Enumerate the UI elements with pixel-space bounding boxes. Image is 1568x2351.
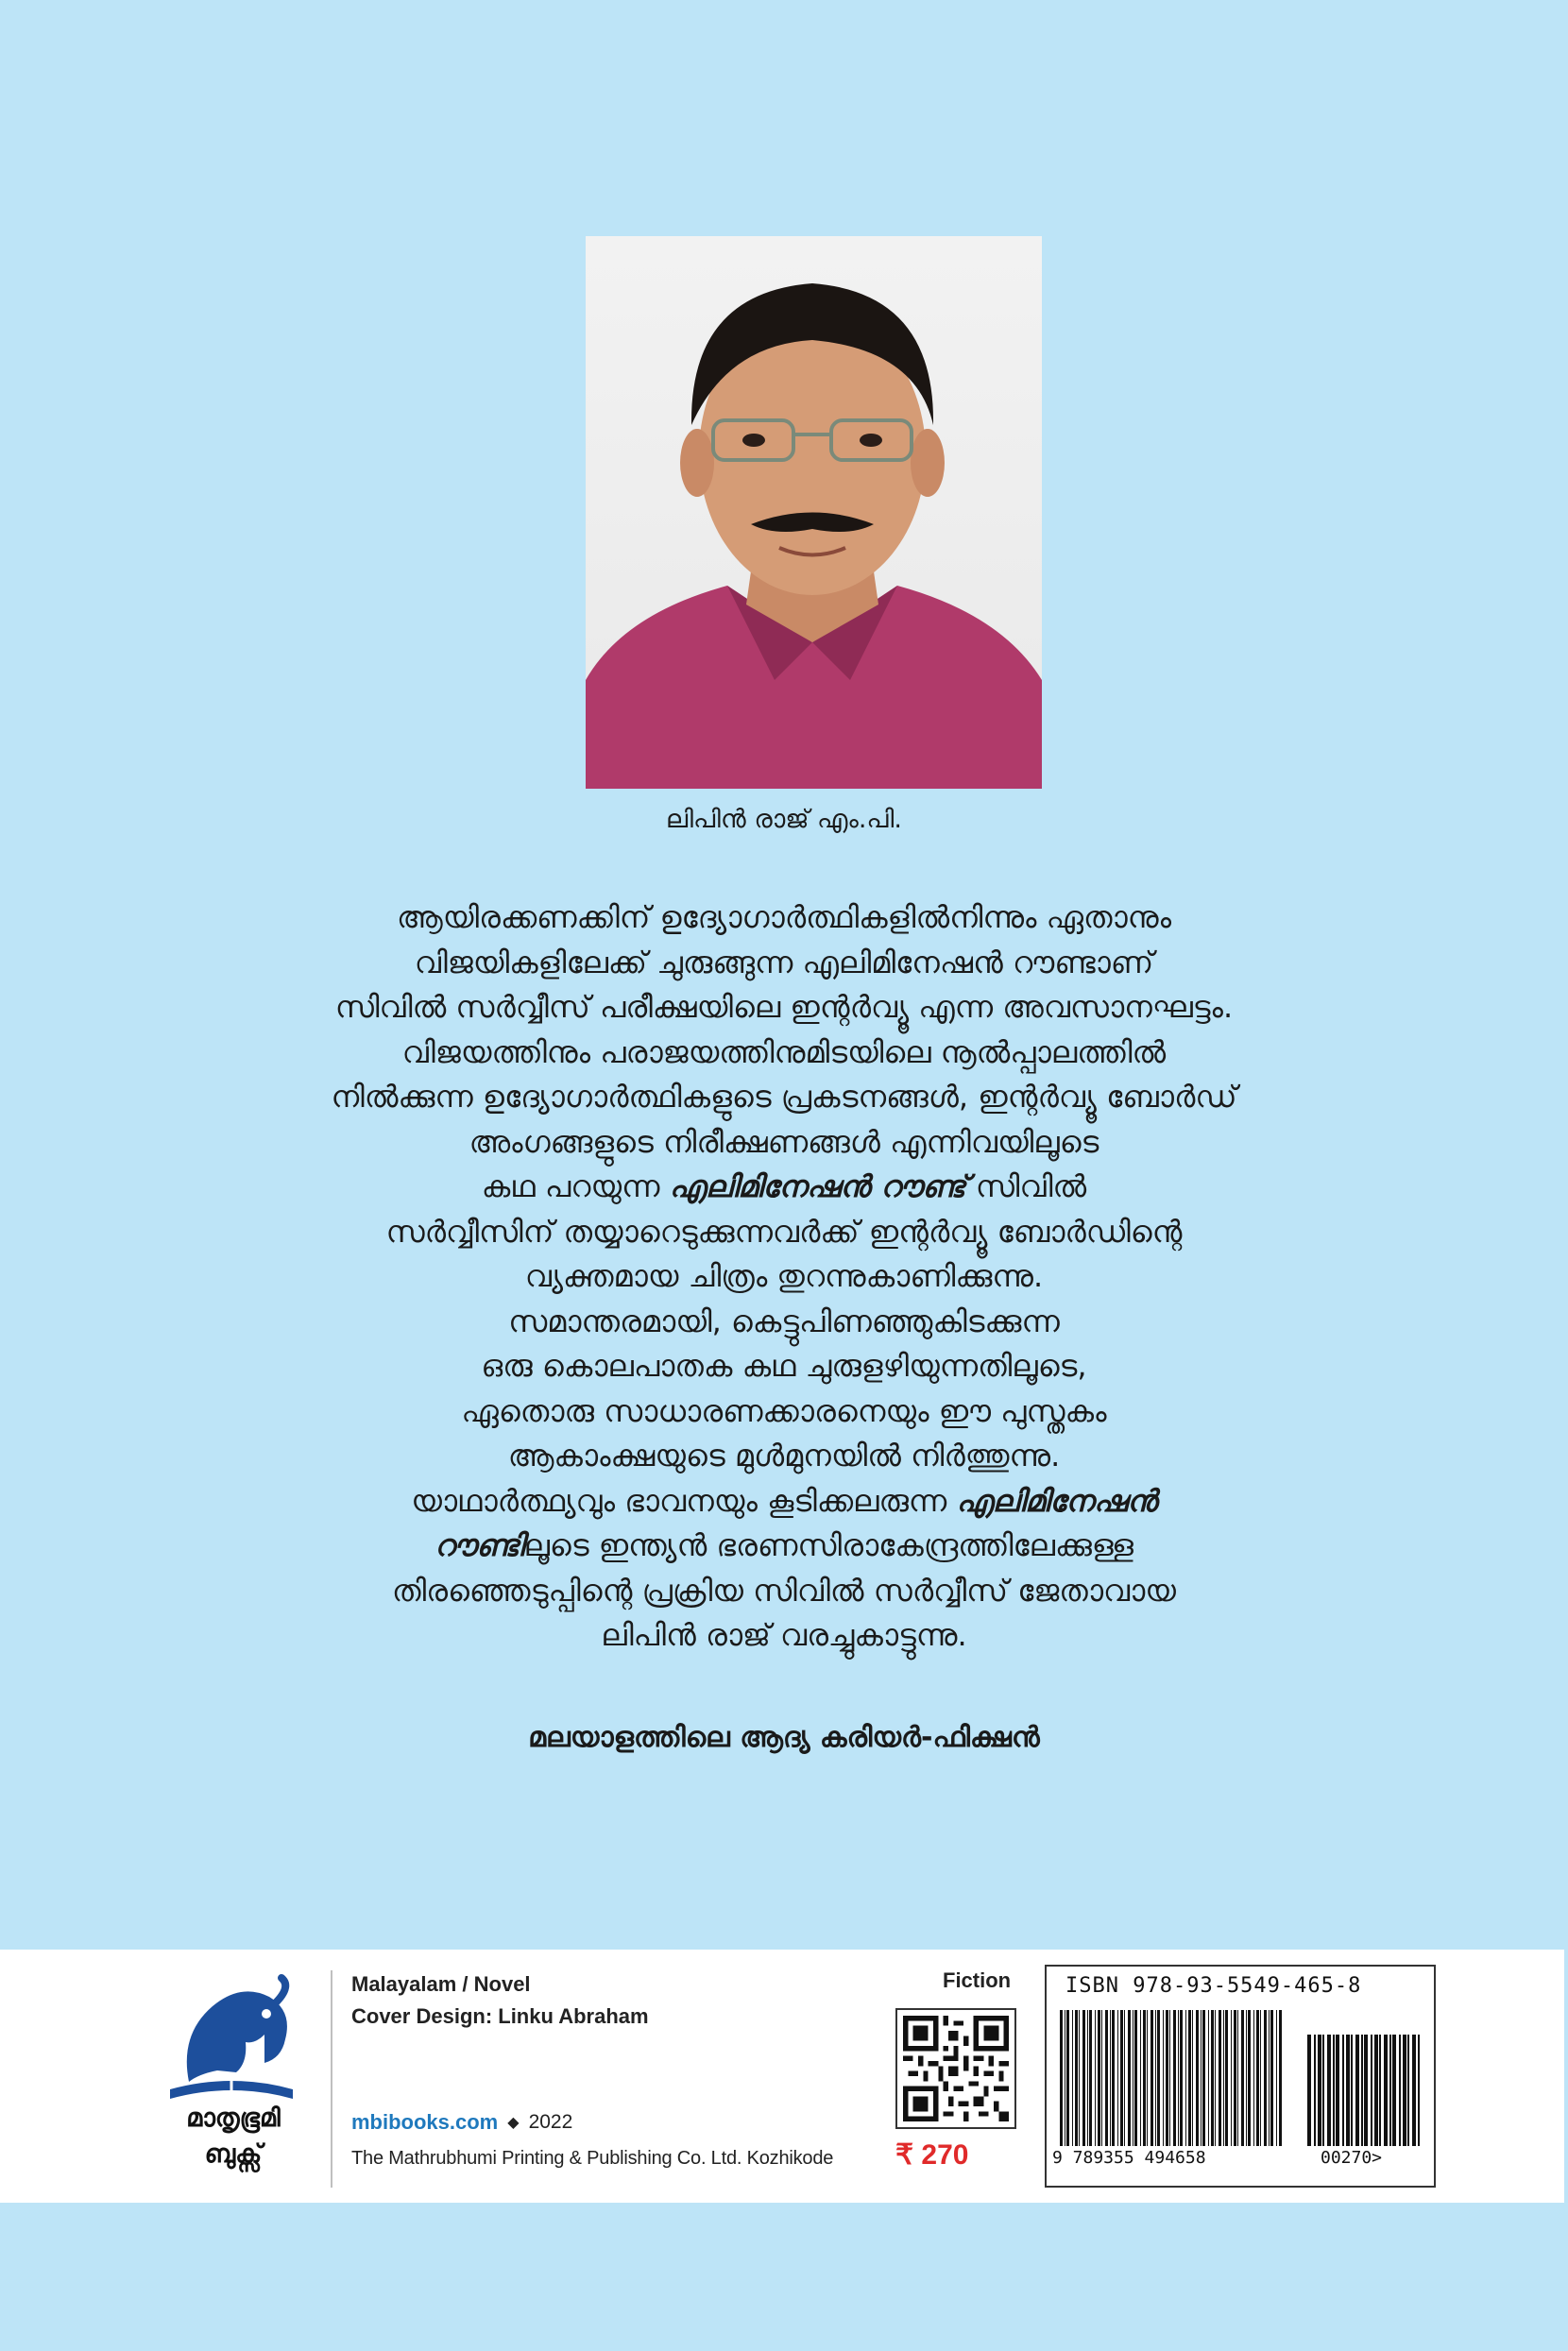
- blurb-text: കഥ പറയുന്ന: [481, 1168, 660, 1204]
- book-title-emphasis: റൗണ്ടി: [434, 1527, 524, 1563]
- book-title-emphasis: എലിമിനേഷൻ റൗണ്ട്: [669, 1168, 966, 1204]
- qr-code-icon: [895, 2008, 1016, 2129]
- blurb-line: വിജയത്തിനും പരാജയത്തിനുമിടയിലെ നൂൽപ്പാലത്തിൽ: [401, 1033, 1167, 1070]
- addon-barcode-icon: [1307, 2035, 1421, 2146]
- tagline: മലയാളത്തിലെ ആദ്യ കരിയർ-ഫിക്ഷൻ: [528, 1721, 1040, 1754]
- divider: [331, 1970, 332, 2188]
- cover-design-credit: Cover Design: Linku Abraham: [351, 2004, 649, 2028]
- blurb-line: ആയിരക്കണക്കിന് ഉദ്യോഗാർത്ഥികളിൽനിന്നും ഏതാനും: [396, 899, 1172, 935]
- author-name-caption: ലിപിൻ രാജ് എം.പി.: [666, 805, 902, 834]
- blurb-text: സിവിൽ: [975, 1168, 1087, 1204]
- logo-line: മാതൃഭൂമി: [186, 2104, 281, 2133]
- blurb-line: [217, 1524, 1351, 1569]
- author-photo: [586, 236, 1042, 789]
- blurb-line: ഏതൊരു സാധാരണക്കാരനെയും ഈ പുസ്തകം: [461, 1392, 1107, 1429]
- elephant-logo-icon: [161, 1968, 302, 2110]
- publisher-logo-text: [162, 2101, 304, 2172]
- diamond-icon: ◆: [507, 2115, 520, 2131]
- blurb-text: യാഥാർത്ഥ്യവും ഭാവനയും കൂടിക്കലരുന്ന: [411, 1482, 947, 1519]
- blurb-line: വിജയികളിലേക്ക് ചുരുങ്ങുന്ന എലിമിനേഷൻ റൗണ്ടാണ്: [414, 944, 1154, 980]
- blurb-text: ലൂടെ ഇന്ത്യൻ ഭരണസിരാകേന്ദ്രത്തിലേക്കുള്ള: [523, 1527, 1134, 1563]
- book-blurb: [217, 895, 1351, 1659]
- barcode-icon: [1060, 2010, 1283, 2146]
- blurb-line: ഒരു കൊലപാതക കഥ ചുരുളഴിയുന്നതിലൂടെ,: [481, 1348, 1087, 1384]
- blurb-line: സർവ്വീസിന് തയ്യാറെടുക്കുന്നവർക്ക് ഇന്റർവ്യൂ ബോർഡിന്റെ: [385, 1213, 1183, 1250]
- isbn-text: ISBN 978-93-5549-465-8: [1065, 1974, 1362, 1998]
- logo-line: ബുക്സ്: [204, 2139, 263, 2169]
- isbn-barcode: [1045, 1965, 1436, 2188]
- price-label: ₹ 270: [895, 2139, 969, 2171]
- blurb-line: [217, 1479, 1351, 1525]
- book-title-emphasis: എലിമിനേഷൻ: [956, 1482, 1157, 1519]
- publication-year: 2022: [528, 2111, 573, 2133]
- book-meta: [351, 1968, 649, 2033]
- addon-digits: 00270>: [1321, 2148, 1383, 2168]
- website-row: [351, 2110, 572, 2135]
- blurb-line: സമാന്തരമായി, കെട്ടുപിണഞ്ഞുകിടക്കുന്ന: [508, 1303, 1060, 1339]
- publisher-footer: [0, 1950, 1564, 2203]
- blurb-line: അംഗങ്ങളുടെ നിരീക്ഷണങ്ങൾ എന്നിവയിലൂടെ: [469, 1123, 1099, 1160]
- blurb-line: ലിപിൻ രാജ് വരച്ചുകാട്ടുന്നു.: [601, 1617, 967, 1653]
- barcode-digits: 9 789355 494658: [1052, 2148, 1206, 2168]
- website-link[interactable]: mbibooks.com: [351, 2110, 499, 2134]
- blurb-line: തിരഞ്ഞെടുപ്പിന്റെ പ്രക്രിയ സിവിൽ സർവ്വീസ് ജേതാവായ: [391, 1572, 1177, 1609]
- blurb-line: [217, 1165, 1351, 1210]
- category-label: Malayalam / Novel: [351, 1972, 531, 1996]
- blurb-line: സിവിൽ സർവ്വീസ് പരീക്ഷയിലെ ഇന്റർവ്യൂ എന്ന അവസാനഘട്ടം.: [334, 989, 1234, 1025]
- blurb-line: വ്യക്തമായ ചിത്രം തുറന്നുകാണിക്കുന്നു.: [524, 1258, 1044, 1294]
- blurb-line: നിൽക്കുന്ന ഉദ്യോഗാർത്ഥികളുടെ പ്രകടനങ്ങൾ, ഇന്റർവ്യൂ ബോർഡ്: [331, 1079, 1237, 1115]
- publisher-name: The Mathrubhumi Printing & Publishing Co. Ltd. Kozhikode: [351, 2148, 834, 2169]
- genre-label: Fiction: [943, 1968, 1012, 1992]
- blurb-line: ആകാംക്ഷയുടെ മുൾമുനയിൽ നിർത്തുന്നു.: [507, 1438, 1061, 1474]
